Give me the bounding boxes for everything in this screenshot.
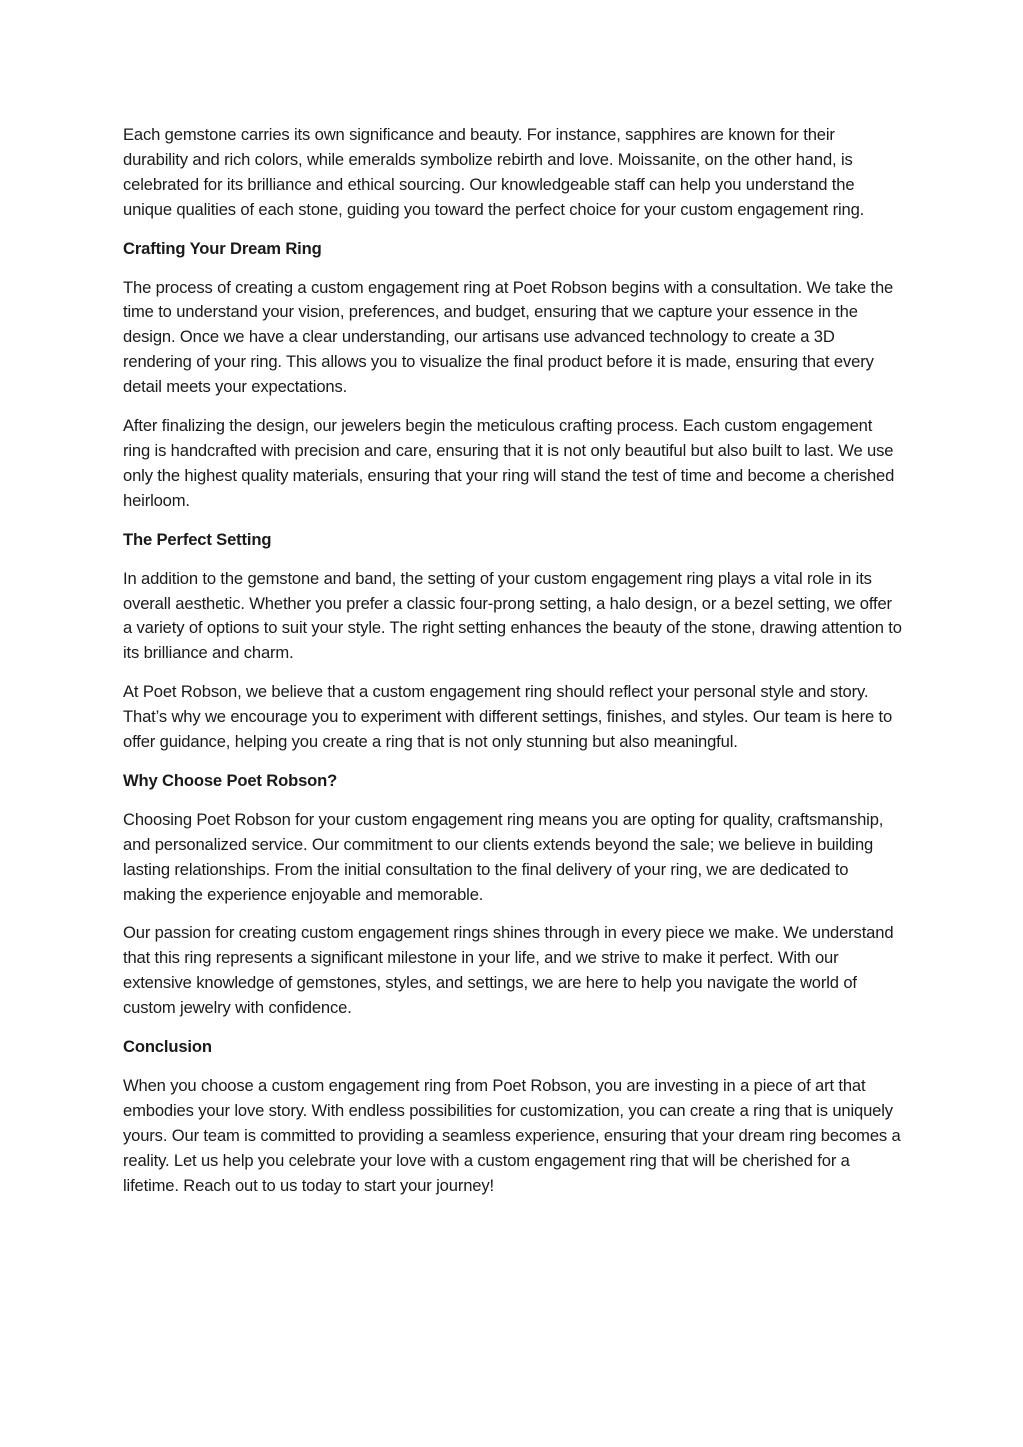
- heading-crafting-your-dream-ring: Crafting Your Dream Ring: [123, 238, 322, 258]
- heading-the-perfect-setting: The Perfect Setting: [123, 529, 272, 549]
- paragraph-conclusion: When you choose a custom engagement ring from Poet Robson, you are investing in a piece of art that embodies your love story. With endless possibilities for customization, you can create a ring that is uniquely yours. Our team is committed to providing a seamless experience, ensuring that your dream ring becomes a reality. Let us help you celebrate your love with a custom engagement ring that will be cherished for a lifetime. Reach out to us today to start your journey!: [123, 1076, 901, 1195]
- paragraph-creation-process: The process of creating a custom engagement ring at Poet Robson begins with a consultation. We take the time to understand your vision, preferences, and budget, ensuring that we capture your essence in the design. Once we have a clear understanding, our artisans use advanced technology to create a 3D rendering of your ring. This allows you to visualize the final product before it is made, ensuring that every detail meets your expectations.: [123, 277, 894, 397]
- paragraph-personal-style: At Poet Robson, we believe that a custom engagement ring should reflect your personal style and story. That’s why we encourage you to experiment with different settings, finishes, and styles. Our team is here to offer guidance, helping you create a ring that is not only stunning but also meaningful.: [123, 682, 893, 752]
- paragraph-setting-role: In addition to the gemstone and band, the setting of your custom engagement ring plays a vital role in its overall aesthetic. Whether you prefer a classic four-prong setting, a halo design, or a bezel setting, we offer a variety of options to suit your style. The right setting enhances the beauty of the stone, drawing attention to its brilliance and charm.: [123, 568, 902, 663]
- paragraph-gemstone-significance: Each gemstone carries its own significance and beauty. For instance, sapphires are known for their durability and rich colors, while emeralds symbolize rebirth and love. Moissanite, on the other hand, is celebrated for its brilliance and ethical sourcing. Our knowledgeable staff can help you understand the unique qualities of each stone, guiding you toward the perfect choice for your custom engagement ring.: [123, 125, 865, 219]
- heading-conclusion: Conclusion: [123, 1037, 212, 1057]
- paragraph-choosing-poet-robson: Choosing Poet Robson for your custom engagement ring means you are opting for quality, craftsmanship, and personalized service. Our commitment to our clients extends beyond the sale; we believe in building lasting relationships. From the initial consultation to the final delivery of your ring, we are dedicated to making the experience enjoyable and memorable.: [123, 809, 884, 904]
- document-page: [123, 123, 903, 1213]
- paragraph-our-passion: Our passion for creating custom engagement rings shines through in every piece we make. We understand that this ring represents a significant milestone in your life, and we strive to make it perfect. With our extensive knowledge of gemstones, styles, and settings, we are here to help you navigate the world of custom jewelry with confidence.: [123, 923, 894, 1018]
- heading-why-choose-poet-robson: Why Choose Poet Robson?: [123, 770, 338, 790]
- paragraph-crafting-process: After finalizing the design, our jewelers begin the meticulous crafting process. Each custom engagement ring is handcrafted with precision and care, ensuring that it is not only beautiful but also built to last. We use only the highest quality materials, ensuring that your ring will stand the test of time and become a cherished heirloom.: [123, 416, 895, 510]
